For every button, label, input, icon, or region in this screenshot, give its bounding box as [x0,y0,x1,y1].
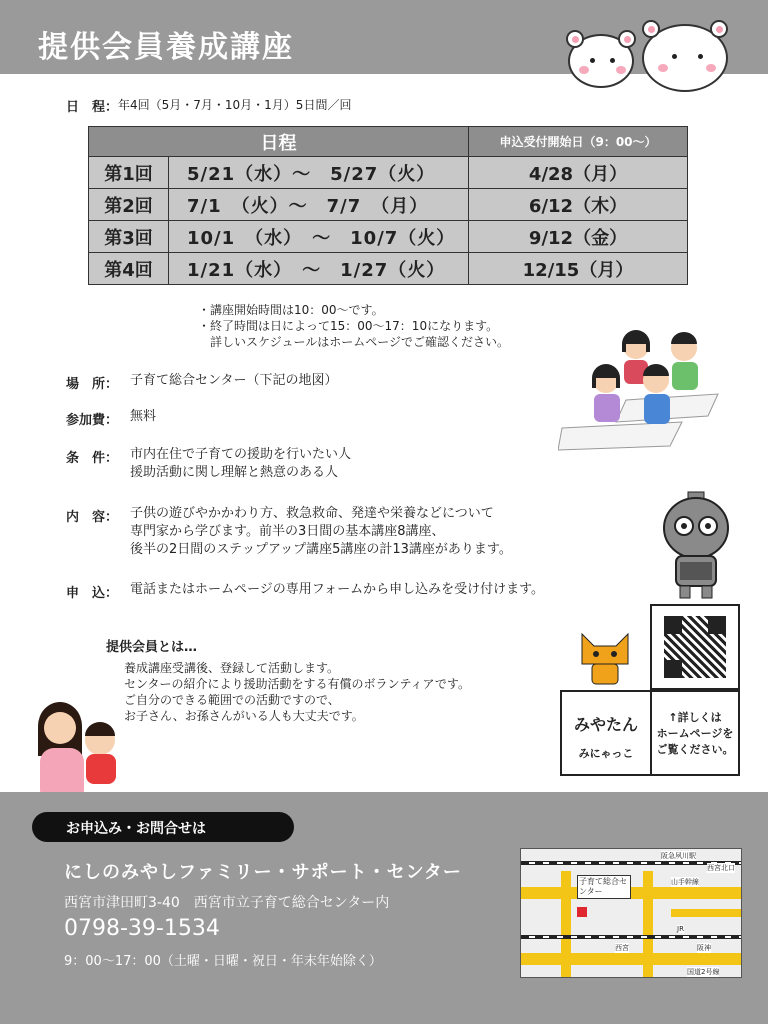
access-map [520,848,742,978]
apply-cell: 4/28（月） [469,157,688,189]
about-title: 提供会員とは… [106,640,198,655]
note-line: ・終了時間は日によって15：00〜17：10になります。 [198,319,499,333]
page-header [0,0,768,74]
apply-text: 電話またはホームページの専用フォームから申し込みを受け付けます。 [130,582,545,597]
fee-text: 無料 [130,409,157,424]
mascot-name: みやたん [573,715,638,734]
col-schedule: 日程 [89,127,469,157]
map-label: 西宮北口 [707,864,735,872]
mother-child-illustration [30,696,126,804]
round-cell: 第4回 [89,253,169,285]
apply-cell: 6/12（木） [469,189,688,221]
org-hours: 9：00〜17：00（土曜・日曜・祝日・年末年始除く） [64,954,382,969]
map-center-label: 子育て総合センター [577,875,631,899]
round-cell: 第3回 [89,221,169,253]
note-line: 詳しいスケジュールはホームページでご確認ください。 [198,335,510,349]
round-cell: 第1回 [89,157,169,189]
homepage-box [650,690,740,776]
map-label: JR [677,925,684,933]
about-line: センターの紹介により援助活動をする有償のボランティアです。 [124,677,470,691]
schedule-text: 年4回（5月・7月・10月・1月）5日間／回 [118,98,352,112]
range-cell: 10/1 （水） 〜 10/7（火） [169,221,469,253]
map-label: 阪神 [697,944,711,952]
conditions-label: 条 件： [66,451,119,466]
map-label: 西宮 [615,944,629,952]
mascot-sub: みにゃっこ [578,747,634,760]
condition-line: 援助活動に関し理解と熱意のある人 [130,465,339,480]
table-row [89,157,688,189]
schedule-label: 日 程： [66,100,119,115]
content-label: 内 容： [66,510,119,525]
table-row [89,221,688,253]
mascot-name-box [560,690,652,776]
hp-line: ホームページを [656,727,734,740]
schedule-table [88,126,688,285]
contact-pill: お申込み・お問合せは [32,812,294,842]
org-address: 西宮市津田町3-40 西宮市立子育て総合センター内 [64,895,390,911]
robot-mascot-illustration [660,490,732,602]
qr-code-box[interactable] [650,604,740,690]
qr-code-icon[interactable] [664,616,726,678]
org-phone[interactable]: 0798-39-1534 [64,916,220,941]
venue-text: 子育て総合センター（下記の地図） [130,373,338,388]
venue-label: 場 所： [66,377,119,392]
content-line: 子供の遊びやかかわり方、救急救命、発達や栄養などについて [130,506,494,521]
hp-line: ご覧ください。 [656,743,734,756]
conditions-text [130,446,351,482]
org-name: にしのみやしファミリー・サポート・センター [64,862,462,883]
bear-large-icon [642,24,728,92]
fee-label: 参加費： [66,413,119,428]
hp-line: ↑詳しくは [668,711,722,724]
map-label: 国道2号線 [687,968,720,976]
map-label: 山手幹線 [671,878,699,886]
apply-cell: 9/12（金） [469,221,688,253]
condition-line: 市内在住で子育ての援助を行いたい人 [130,447,352,462]
note-line: ・講座開始時間は10：00〜です。 [198,303,384,317]
content-line: 専門家から学びます。前半の3日間の基本講座8講座、 [130,524,445,539]
col-apply-start: 申込受付開始日（9：00〜） [469,127,688,157]
round-cell: 第2回 [89,189,169,221]
page-title: 提供会員養成講座 [38,30,294,65]
about-line: お子さん、お孫さんがいる人も大丈夫です。 [124,709,364,723]
range-cell: 5/21（水）〜 5/27（火） [169,157,469,189]
apply-label: 申 込： [66,586,119,601]
table-row [89,253,688,285]
range-cell: 1/21（水） 〜 1/27（火） [169,253,469,285]
schedule-notes [198,302,509,350]
map-label: 阪急夙川駅 [661,852,696,860]
apply-cell: 12/15（月） [469,253,688,285]
about-line: 養成講座受講後、登録して活動します。 [124,661,340,675]
content-line: 後半の2日間のステップアップ講座5講座の計13講座があります。 [130,542,512,557]
cat-mascot-illustration [576,630,634,690]
range-cell: 7/1 （火）〜 7/7 （月） [169,189,469,221]
about-line: ご自分のできる範囲での活動ですので、 [124,693,340,707]
bear-small-icon [568,34,634,88]
table-row [89,189,688,221]
about-text [124,660,470,724]
content-text [130,505,512,559]
students-illustration [558,324,722,458]
